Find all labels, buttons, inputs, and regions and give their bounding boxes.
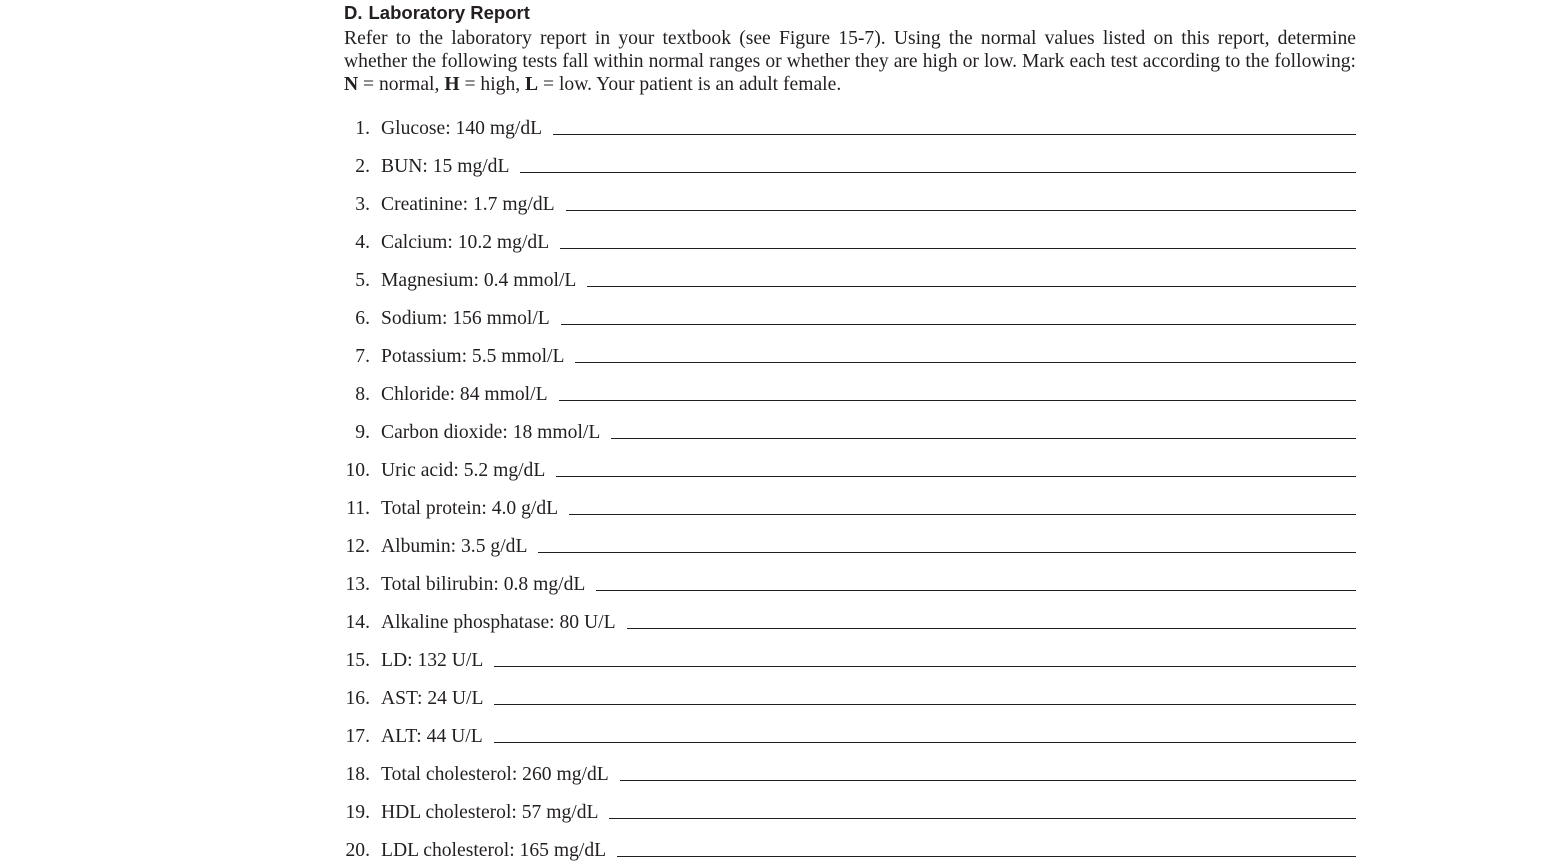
test-label: Chloride: 84 mmol/L xyxy=(381,384,548,405)
low-key-text: = low. Your patient is an adult female. xyxy=(538,74,842,95)
answer-line[interactable] xyxy=(587,285,1356,287)
test-label: ALT: 44 U/L xyxy=(381,726,483,747)
test-label: Total protein: 4.0 g/dL xyxy=(381,498,559,519)
test-label: Glucose: 140 mg/dL xyxy=(381,118,543,139)
laboratory-report-section xyxy=(344,0,1356,861)
test-number: 3. xyxy=(355,194,370,215)
test-item xyxy=(344,711,1356,749)
answer-line[interactable] xyxy=(609,817,1356,819)
test-label: Calcium: 10.2 mg/dL xyxy=(381,232,550,253)
test-label: BUN: 15 mg/dL xyxy=(381,156,510,177)
answer-line[interactable] xyxy=(520,171,1356,173)
test-number: 17. xyxy=(345,726,370,747)
test-label: HDL cholesterol: 57 mg/dL xyxy=(381,802,599,823)
answer-line[interactable] xyxy=(596,589,1356,591)
test-number: 19. xyxy=(345,802,370,823)
test-number: 2. xyxy=(355,156,370,177)
normal-key: N xyxy=(344,74,359,95)
test-item xyxy=(344,635,1356,673)
test-number: 13. xyxy=(345,574,370,595)
test-number: 1. xyxy=(355,118,370,139)
test-number: 20. xyxy=(345,840,370,861)
test-item xyxy=(344,217,1356,255)
test-number: 8. xyxy=(355,384,370,405)
answer-line[interactable] xyxy=(575,361,1356,363)
test-number: 10. xyxy=(345,460,370,481)
test-number: 4. xyxy=(355,232,370,253)
test-number: 9. xyxy=(355,422,370,443)
answer-line[interactable] xyxy=(494,665,1356,667)
test-item xyxy=(344,331,1356,369)
test-number: 6. xyxy=(355,308,370,329)
test-item xyxy=(344,673,1356,711)
test-item xyxy=(344,521,1356,559)
test-item xyxy=(344,141,1356,179)
answer-line[interactable] xyxy=(561,323,1356,325)
instructions-text: Refer to the laboratory report in your textbook (see Figure 15-7). Using the normal values listed on this report, determine whether the following tests fall within normal ranges or whether they are high or low. Mark each test according to the following: xyxy=(344,28,1356,72)
answer-line[interactable] xyxy=(617,855,1356,857)
low-key: L xyxy=(525,74,539,95)
test-item xyxy=(344,103,1356,141)
answer-line[interactable] xyxy=(494,703,1356,705)
answer-line[interactable] xyxy=(559,399,1356,401)
test-item xyxy=(344,369,1356,407)
test-number: 5. xyxy=(355,270,370,291)
test-label: Uric acid: 5.2 mg/dL xyxy=(381,460,546,481)
answer-line[interactable] xyxy=(556,475,1356,477)
high-key-text: = high, xyxy=(459,74,526,95)
answer-line[interactable] xyxy=(627,627,1356,629)
test-item xyxy=(344,483,1356,521)
test-item xyxy=(344,787,1356,825)
answer-line[interactable] xyxy=(611,437,1356,439)
test-label: Potassium: 5.5 mmol/L xyxy=(381,346,565,367)
test-label: AST: 24 U/L xyxy=(381,688,484,709)
test-label: Total cholesterol: 260 mg/dL xyxy=(381,764,609,785)
test-item xyxy=(344,749,1356,787)
test-label: Alkaline phosphatase: 80 U/L xyxy=(381,612,616,633)
test-label: Creatinine: 1.7 mg/dL xyxy=(381,194,555,215)
section-heading xyxy=(344,1,1356,25)
test-number: 16. xyxy=(345,688,370,709)
test-number: 11. xyxy=(346,498,370,519)
test-list xyxy=(344,103,1356,863)
answer-line[interactable] xyxy=(620,779,1356,781)
answer-line[interactable] xyxy=(494,741,1356,743)
section-title: Laboratory Report xyxy=(368,2,530,23)
test-label: Sodium: 156 mmol/L xyxy=(381,308,550,329)
test-label: LD: 132 U/L xyxy=(381,650,484,671)
test-item xyxy=(344,445,1356,483)
section-letter: D. xyxy=(344,2,363,23)
test-label: Total bilirubin: 0.8 mg/dL xyxy=(381,574,586,595)
answer-line[interactable] xyxy=(569,513,1356,515)
test-item xyxy=(344,407,1356,445)
normal-key-text: = normal, xyxy=(358,74,445,95)
test-label: Albumin: 3.5 g/dL xyxy=(381,536,528,557)
test-number: 18. xyxy=(345,764,370,785)
test-label: Magnesium: 0.4 mmol/L xyxy=(381,270,577,291)
test-item xyxy=(344,255,1356,293)
instructions-paragraph xyxy=(344,27,1356,96)
test-number: 7. xyxy=(355,346,370,367)
test-item xyxy=(344,559,1356,597)
test-label: LDL cholesterol: 165 mg/dL xyxy=(381,840,607,861)
answer-line[interactable] xyxy=(560,247,1356,249)
answer-line[interactable] xyxy=(566,209,1356,211)
test-item xyxy=(344,597,1356,635)
test-item xyxy=(344,179,1356,217)
test-number: 15. xyxy=(345,650,370,671)
high-key: H xyxy=(444,74,460,95)
test-item xyxy=(344,293,1356,331)
test-number: 12. xyxy=(345,536,370,557)
test-item xyxy=(344,825,1356,863)
test-label: Carbon dioxide: 18 mmol/L xyxy=(381,422,601,443)
test-number: 14. xyxy=(345,612,370,633)
answer-line[interactable] xyxy=(553,133,1356,135)
answer-line[interactable] xyxy=(538,551,1356,553)
